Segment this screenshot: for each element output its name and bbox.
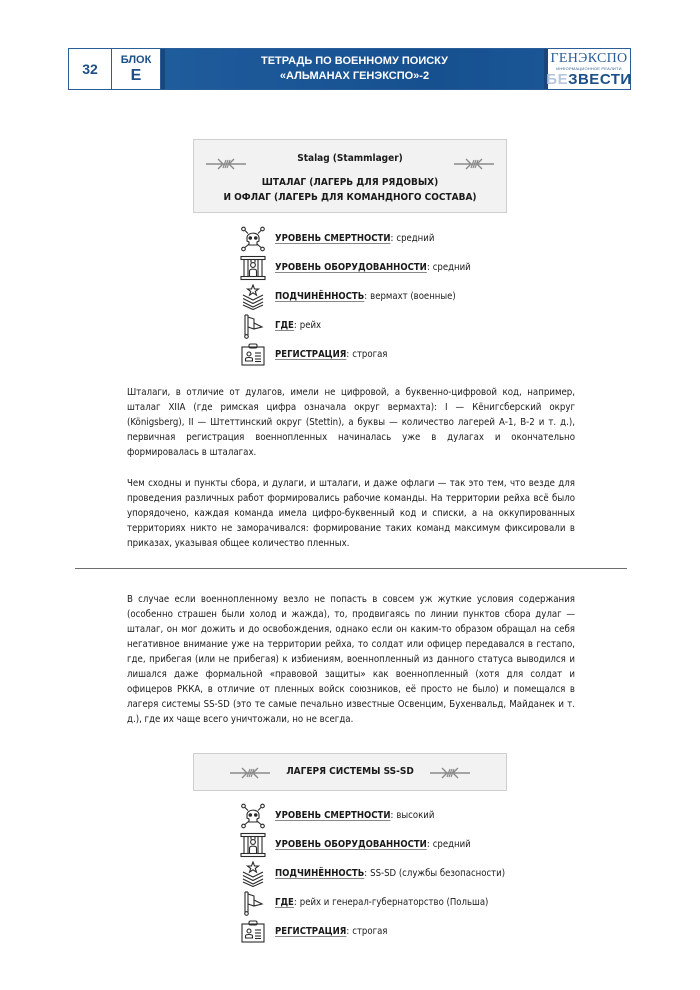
- logo-bottom-light: БЕ: [546, 70, 569, 88]
- property-location: [239, 888, 505, 917]
- page-number: 32: [69, 49, 112, 89]
- camp-title: ЛАГЕРЯ СИСТЕМЫ SS-SD: [286, 766, 414, 777]
- property-value: SS-SD (службы безопасности): [370, 868, 506, 879]
- brand-logo: [548, 49, 630, 89]
- property-key: ПОДЧИНЁННОСТЬ: [275, 291, 365, 302]
- property-colon: :: [293, 320, 297, 331]
- property-colon: :: [293, 897, 297, 908]
- property-subordination: [239, 859, 505, 888]
- property-colon: :: [364, 868, 368, 879]
- camp-type-box-stalag: [193, 139, 507, 213]
- body-paragraph: В случае если военнопленному везло не попасть в совсем уж жуткие условия содержания (особенно страшен были холод и жажда), то, продвигаясь по линии пунктов сбора дулаг — шталаг, он мог дожить и до освобождения, однако если он каким-то образом обращал на себя негативное внимание уже на территории рейха, то солдат или офицер передавался в гестапо, где, прибегая (или не прибегая) к избиениям, военнопленный из данного статуса выводился и лишался даже формальной «правовой защиты» как военнопленный (хотя для солдат и офицеров РККА, в отличие от пленных войск союзников, её просто не было) и помещался в лагеря системы SS-SD (это те самые печально известные Освенцим, Бухенвальд, Майданек и т. д.), где их чаще всего уничтожали, но не всегда.: [127, 594, 575, 725]
- property-value: вермахт (военные): [370, 291, 456, 302]
- block-label: БЛОК: [120, 53, 152, 66]
- property-value: средний: [432, 839, 471, 850]
- camp-title-line2: И ОФЛАГ (ЛАГЕРЬ ДЛЯ КОМАНДНОГО СОСТАВА): [223, 192, 477, 203]
- publication-title-line1: ТЕТРАДЬ ПО ВОЕННОМУ ПОИСКУ: [260, 55, 449, 67]
- skull-crossbones-icon: [239, 803, 267, 829]
- body-paragraph: Шталаги, в отличие от дулагов, имели не цифровой, а буквенно-цифровой код, например, шталаг XIIA (где римская цифра означала округ вермахта): I — Кёнигсберский округ (Königsberg), II — Штеттинский округ (Stettin), а буквы — количество лагерей А-1, В-2 и т. д.), первичная регистрация военнопленных начиналась уже в дулагах и окончательно формировалась в шталагах.: [127, 387, 575, 458]
- military-rank-icon: [239, 861, 267, 887]
- logo-bottom-text: [546, 72, 631, 87]
- property-key: РЕГИСТРАЦИЯ: [275, 926, 347, 937]
- camp-title: [194, 175, 506, 205]
- military-rank-icon: [239, 284, 267, 310]
- property-equipment: [239, 830, 505, 859]
- property-colon: :: [426, 262, 430, 273]
- property-key: УРОВЕНЬ ОБОРУДОВАННОСТИ: [275, 839, 427, 850]
- page-header: [68, 48, 631, 90]
- property-value: строгая: [352, 349, 388, 360]
- camp-properties-list: [239, 224, 471, 369]
- property-registration: [239, 340, 471, 369]
- property-colon: :: [390, 810, 394, 821]
- property-key: УРОВЕНЬ СМЕРТНОСТИ: [275, 233, 391, 244]
- property-key: УРОВЕНЬ ОБОРУДОВАННОСТИ: [275, 262, 427, 273]
- flag-icon: [239, 313, 267, 339]
- logo-bottom-dark: ЗВЕСТИ: [568, 70, 632, 88]
- property-value: высокий: [396, 810, 435, 821]
- property-colon: :: [346, 926, 350, 937]
- camp-title-line1: ШТАЛАГ (ЛАГЕРЬ ДЛЯ РЯДОВЫХ): [261, 177, 439, 188]
- property-value: средний: [432, 262, 471, 273]
- section-divider: [75, 568, 627, 569]
- block-value: Е: [130, 66, 142, 84]
- property-mortality: [239, 224, 471, 253]
- publication-title: [165, 49, 544, 89]
- logo-top-text: ГЕНЭКСПО: [550, 50, 628, 66]
- property-key: РЕГИСТРАЦИЯ: [275, 349, 347, 360]
- property-subordination: [239, 282, 471, 311]
- property-key: ГДЕ: [275, 320, 294, 331]
- prison-bars-icon: [239, 255, 267, 281]
- property-colon: :: [346, 349, 350, 360]
- property-key: УРОВЕНЬ СМЕРТНОСТИ: [275, 810, 391, 821]
- block-indicator: [112, 49, 161, 89]
- property-value: средний: [396, 233, 435, 244]
- skull-crossbones-icon: [239, 226, 267, 252]
- publication-title-line2: «АЛЬМАНАХ ГЕНЭКСПО»-2: [279, 70, 430, 82]
- camp-type-box-ss-sd: [193, 753, 507, 791]
- property-equipment: [239, 253, 471, 282]
- property-value: рейх и генерал-губернаторство (Польша): [299, 897, 489, 908]
- property-value: рейх: [299, 320, 322, 331]
- property-location: [239, 311, 471, 340]
- property-registration: [239, 917, 505, 946]
- property-colon: :: [390, 233, 394, 244]
- flag-icon: [239, 890, 267, 916]
- prison-bars-icon: [239, 832, 267, 858]
- camp-subtitle: Stalag (Stammlager): [297, 153, 403, 164]
- property-colon: :: [426, 839, 430, 850]
- property-colon: :: [364, 291, 368, 302]
- id-badge-icon: [239, 342, 267, 368]
- id-badge-icon: [239, 919, 267, 945]
- camp-properties-list: [239, 801, 505, 946]
- body-paragraph: Чем сходны и пункты сбора, и дулаги, и шталаги, и даже офлаги — так это тем, что везде для проведения различных работ формировались рабочие команды. На территории рейха всё было упорядочено, каждая команда имела цифро-буквенный код и списки, а на оккупированных территориях никто не заморачивался: формирование таких команд максимум фиксировали в приказах, указывая общее количество пленных.: [127, 478, 575, 549]
- property-value: строгая: [352, 926, 388, 937]
- logo-tagline: ИНФОРМАЦИОННОЕ РЕАЛИТИ: [556, 65, 622, 71]
- property-mortality: [239, 801, 505, 830]
- property-key: ГДЕ: [275, 897, 294, 908]
- property-key: ПОДЧИНЁННОСТЬ: [275, 868, 365, 879]
